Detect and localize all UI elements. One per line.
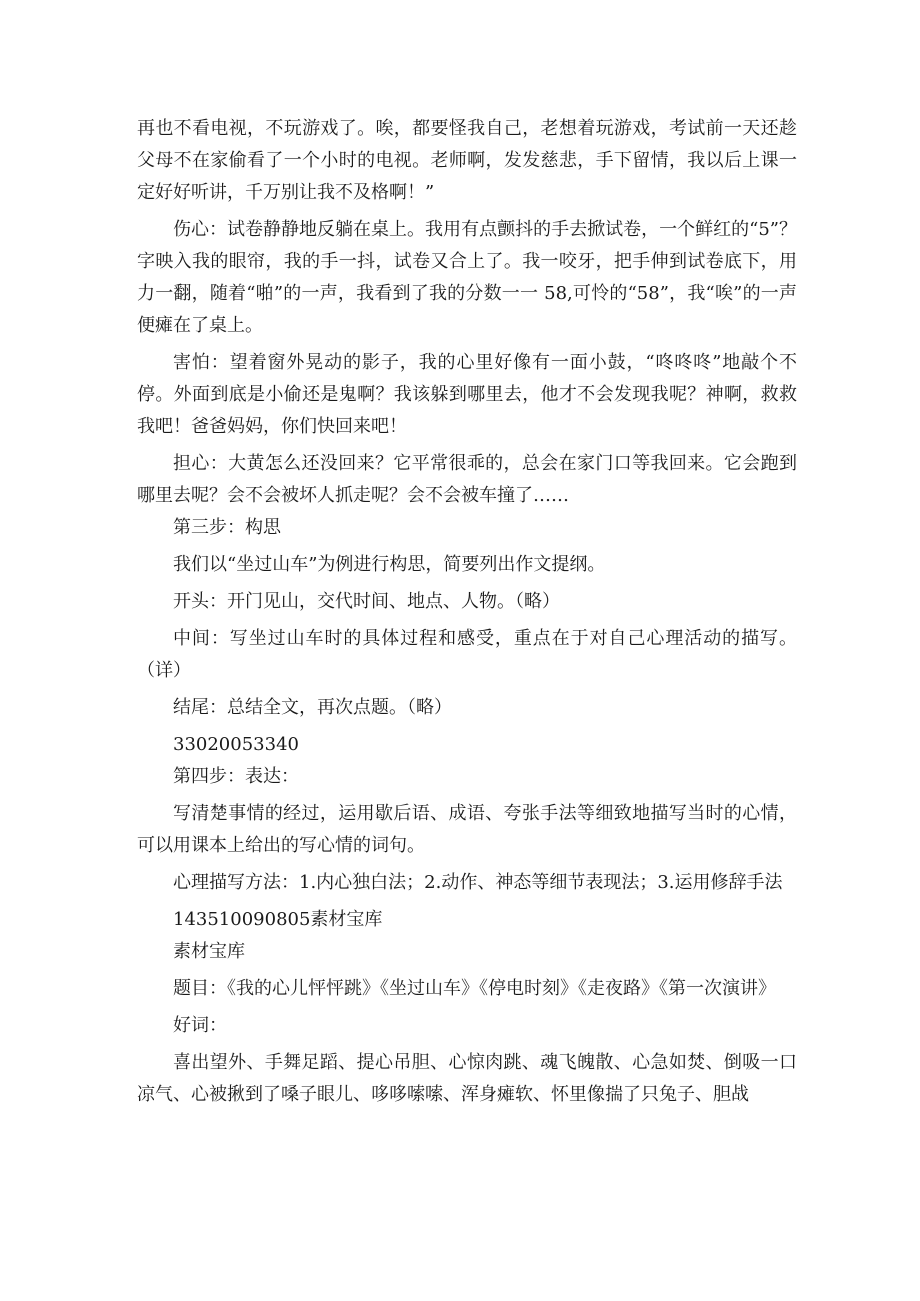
heading-step-three: 第三步：构思 [173, 517, 281, 538]
paragraph-ending: 结尾：总结全文，再次点题。（略） [173, 697, 452, 718]
reference-number: 33020053340 [173, 734, 299, 755]
paragraph-outline-intro: 我们以“坐过山车”为例进行构思，简要列出作文提纲。 [173, 554, 606, 575]
paragraph-worried: 担心：大黄怎么还没回来？它平常很乖的，总会在家门口等我回来。它会跑到哪里去呢？会不会被坏人抓走呢？会不会被车撞了…… [137, 453, 797, 506]
paragraph-titles: 题目：《我的心儿怦怦跳》《坐过山车》《停电时刻》《走夜路》《第一次演讲》 [173, 978, 776, 999]
heading-material-library: 素材宝库 [173, 941, 245, 962]
paragraph-sad: 伤心：试卷静静地反躺在桌上。我用有点颤抖的手去掀试卷，一个鲜红的“5”？字映入我的眼帘，我的手一抖，试卷又合上了。我一咬牙，把手伸到试卷底下，用力一翻，随着“啪”的一声，我看到了我的分数一一 58,可怜的“58”，我“唉”的一声便瘫在了桌上。 [137, 219, 797, 336]
paragraph-middle: 中间：写坐过山车时的具体过程和感受，重点在于对自己心理活动的描写。（详） [137, 628, 797, 681]
heading-good-words: 好词： [173, 1015, 227, 1036]
paragraph-monologue-end: 再也不看电视，不玩游戏了。唉，都要怪我自己，老想着玩游戏，考试前一天还趁父母不在家偷看了一个小时的电视。老师啊，发发慈悲，手下留情，我以后上课一定好好听讲，千万别让我不及格啊！” [137, 118, 797, 203]
document-body [137, 113, 797, 1111]
paragraph-expression: 写清楚事情的经过，运用歇后语、成语、夸张手法等细致地描写当时的心情，可以用课本上给出的写心情的词句。 [137, 803, 797, 856]
reference-number-material: 143510090805素材宝库 [173, 909, 383, 930]
paragraph-methods: 心理描写方法：1.内心独白法；2.动作、神态等细节表现法；3.运用修辞手法 [173, 872, 783, 893]
heading-step-four: 第四步：表达： [173, 766, 299, 787]
paragraph-afraid: 害怕：望着窗外晃动的影子，我的心里好像有一面小鼓，“咚咚咚”地敲个不停。外面到底是小偷还是鬼啊？我该躲到哪里去，他才不会发现我呢？神啊，救救我吧！爸爸妈妈，你们快回来吧！ [137, 352, 797, 437]
paragraph-good-words: 喜出望外、手舞足蹈、提心吊胆、心惊肉跳、魂飞魄散、心急如焚、倒吸一口凉气、心被揪到了嗓子眼儿、哆哆嗦嗦、浑身瘫软、怀里像揣了只兔子、胆战 [137, 1052, 797, 1105]
paragraph-opening: 开头：开门见山，交代时间、地点、人物。（略） [173, 591, 560, 612]
